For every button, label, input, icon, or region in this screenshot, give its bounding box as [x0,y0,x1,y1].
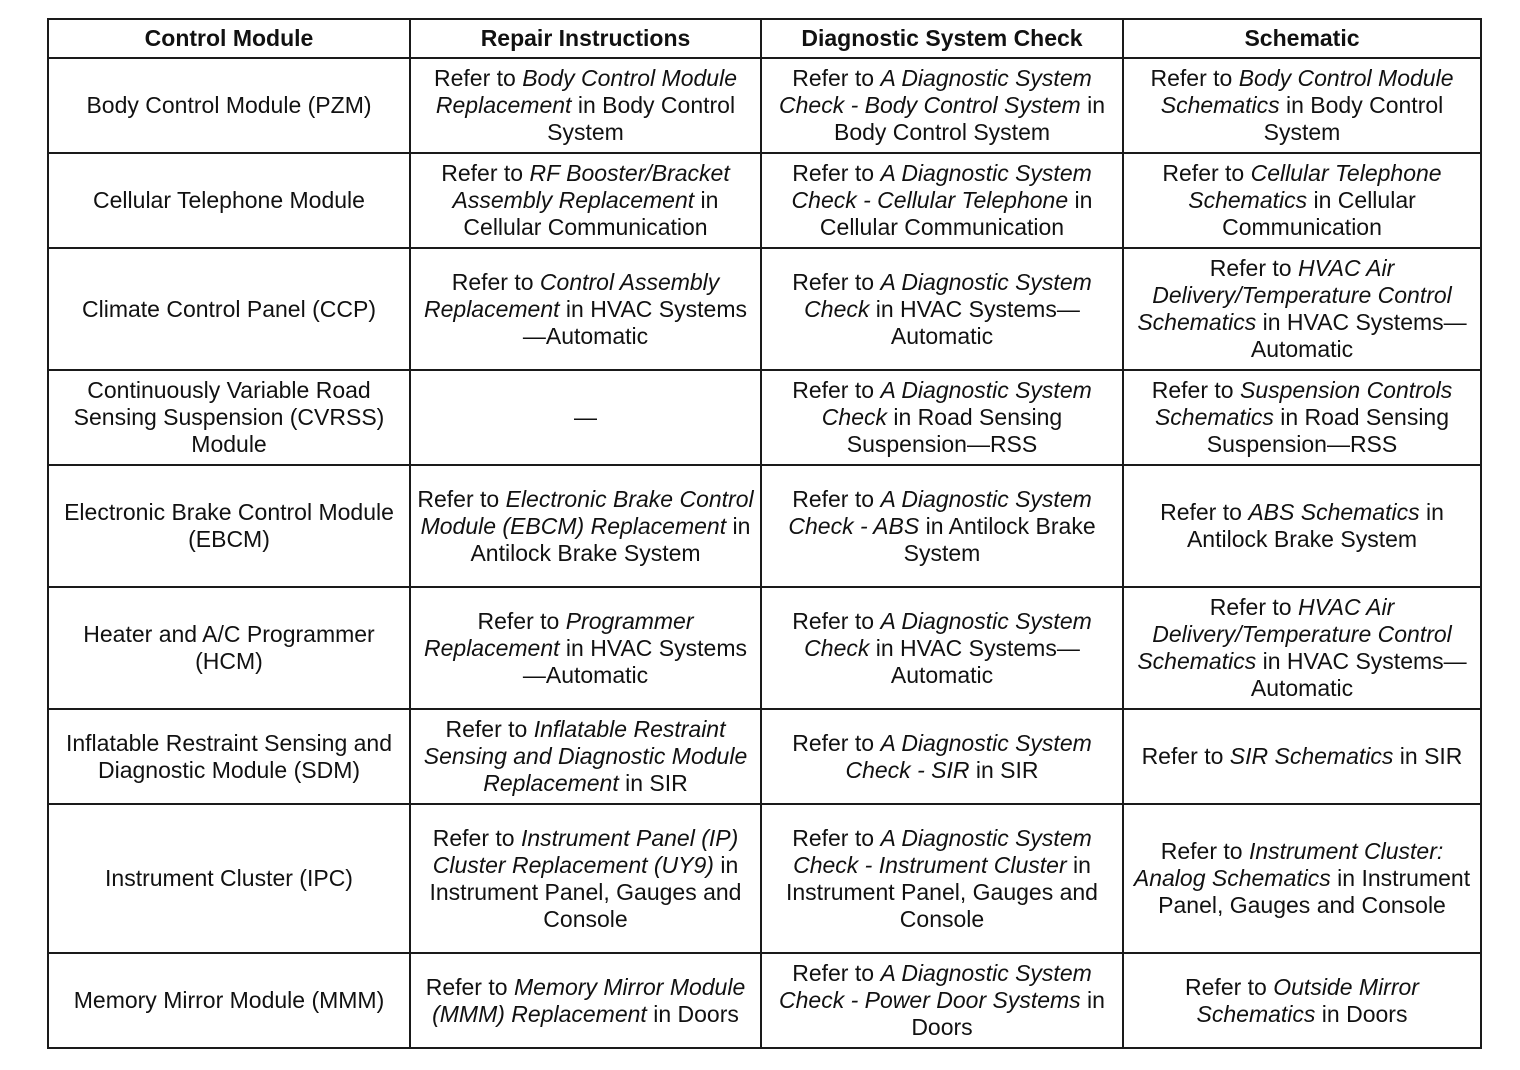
table-row [48,587,1481,709]
repair-cell: Refer to Memory Mirror Module (MMM) Replacement in Doors [410,953,761,1048]
schematic-cell: Refer to SIR Schematics in SIR [1123,709,1481,804]
diag-cell: Refer to A Diagnostic System Check - Cellular Telephone in Cellular Communication [761,153,1123,248]
repair-cell: Refer to Control Assembly Replacement in HVAC Systems—Automatic [410,248,761,370]
repair-cell: Refer to Instrument Panel (IP) Cluster Replacement (UY9) in Instrument Panel, Gauges and Console [410,804,761,953]
module-cell: Climate Control Panel (CCP) [48,248,410,370]
header-repair-instructions: Repair Instructions [410,19,761,58]
repair-cell: Refer to Body Control Module Replacement in Body Control System [410,58,761,153]
diag-cell: Refer to A Diagnostic System Check in HVAC Systems— Automatic [761,587,1123,709]
module-cell: Heater and A/C Programmer (HCM) [48,587,410,709]
control-module-reference-table [47,18,1482,1049]
schematic-cell: Refer to Instrument Cluster: Analog Schematics in Instrument Panel, Gauges and Console [1123,804,1481,953]
diag-cell: Refer to A Diagnostic System Check in Road Sensing Suspension—RSS [761,370,1123,465]
schematic-cell: Refer to ABS Schematics in Antilock Brake System [1123,465,1481,587]
table-row [48,58,1481,153]
repair-cell: Refer to RF Booster/Bracket Assembly Replacement in Cellular Communication [410,153,761,248]
schematic-cell: Refer to HVAC Air Delivery/Temperature Control Schematics in HVAC Systems—Automatic [1123,248,1481,370]
module-cell: Cellular Telephone Module [48,153,410,248]
module-cell: Body Control Module (PZM) [48,58,410,153]
header-schematic: Schematic [1123,19,1481,58]
module-cell: Electronic Brake Control Module (EBCM) [48,465,410,587]
table-row [48,804,1481,953]
schematic-cell: Refer to Body Control Module Schematics in Body Control System [1123,58,1481,153]
module-cell: Instrument Cluster (IPC) [48,804,410,953]
schematic-cell: Refer to Cellular Telephone Schematics in Cellular Communication [1123,153,1481,248]
schematic-cell: Refer to Outside Mirror Schematics in Doors [1123,953,1481,1048]
table-row [48,953,1481,1048]
diag-cell: Refer to A Diagnostic System Check in HVAC Systems— Automatic [761,248,1123,370]
schematic-cell: Refer to HVAC Air Delivery/Temperature Control Schematics in HVAC Systems—Automatic [1123,587,1481,709]
diag-cell: Refer to A Diagnostic System Check - Power Door Systems in Doors [761,953,1123,1048]
module-cell: Continuously Variable Road Sensing Suspension (CVRSS) Module [48,370,410,465]
module-cell: Memory Mirror Module (MMM) [48,953,410,1048]
table-row [48,709,1481,804]
schematic-cell: Refer to Suspension Controls Schematics in Road Sensing Suspension—RSS [1123,370,1481,465]
repair-cell: Refer to Programmer Replacement in HVAC Systems—Automatic [410,587,761,709]
repair-cell: — [410,370,761,465]
table-row [48,370,1481,465]
repair-cell: Refer to Inflatable Restraint Sensing and Diagnostic Module Replacement in SIR [410,709,761,804]
header-control-module: Control Module [48,19,410,58]
module-cell: Inflatable Restraint Sensing and Diagnostic Module (SDM) [48,709,410,804]
diag-cell: Refer to A Diagnostic System Check - SIR in SIR [761,709,1123,804]
diag-cell: Refer to A Diagnostic System Check - Body Control System in Body Control System [761,58,1123,153]
header-diagnostic-system-check: Diagnostic System Check [761,19,1123,58]
diag-cell: Refer to A Diagnostic System Check - Instrument Cluster in Instrument Panel, Gauges and Console [761,804,1123,953]
header-row [48,19,1481,58]
repair-cell: Refer to Electronic Brake Control Module (EBCM) Replacement in Antilock Brake System [410,465,761,587]
table-row [48,153,1481,248]
table-row [48,248,1481,370]
diag-cell: Refer to A Diagnostic System Check - ABS in Antilock Brake System [761,465,1123,587]
table-row [48,465,1481,587]
